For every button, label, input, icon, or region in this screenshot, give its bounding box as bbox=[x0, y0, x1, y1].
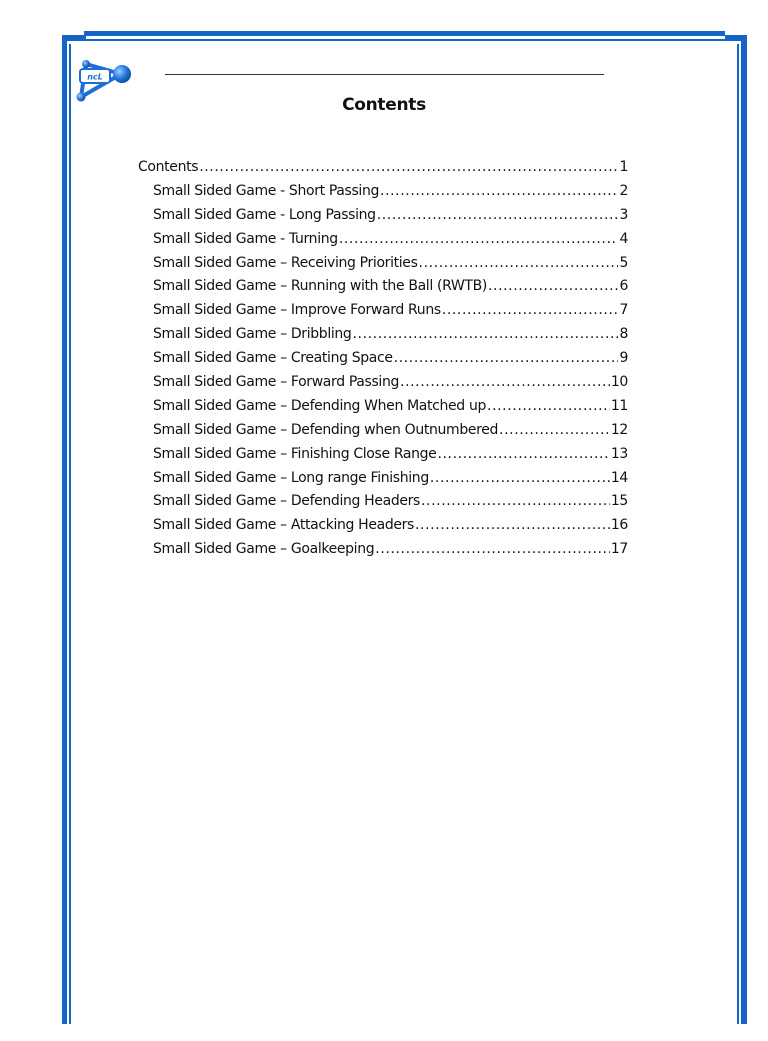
toc-entry[interactable] bbox=[138, 446, 628, 470]
toc-dot-leader bbox=[488, 278, 618, 294]
toc-entry-title: Small Sided Game - Turning bbox=[153, 230, 338, 247]
toc-entry-title: Small Sided Game – Long range Finishing bbox=[153, 469, 429, 486]
logo-text: ncL bbox=[87, 72, 103, 82]
page-title: Contents bbox=[342, 95, 426, 115]
toc-entry-page-number: 1 bbox=[619, 159, 628, 175]
toc-entry[interactable] bbox=[138, 231, 628, 255]
toc-entry-title: Small Sided Game – Receiving Priorities bbox=[153, 254, 418, 271]
toc-entry-page-number: 11 bbox=[610, 397, 628, 414]
toc-entry-title: Contents bbox=[138, 159, 199, 175]
toc-entry-page-number: 10 bbox=[610, 374, 628, 391]
toc-entry[interactable] bbox=[138, 326, 628, 350]
toc-entry[interactable] bbox=[138, 422, 628, 446]
page-border-left-inner bbox=[69, 44, 71, 1024]
toc-entry-title: Small Sided Game – Finishing Close Range bbox=[153, 445, 437, 462]
toc-entry-page-number: 5 bbox=[619, 254, 628, 271]
toc-entry[interactable] bbox=[138, 350, 628, 374]
toc-dot-leader bbox=[199, 159, 618, 175]
toc-entry-title: Small Sided Game – Goalkeeping bbox=[153, 541, 375, 558]
toc-entry-title: Small Sided Game – Attacking Headers bbox=[153, 517, 414, 534]
toc-entry[interactable] bbox=[138, 302, 628, 326]
page-border-right-inner bbox=[737, 44, 739, 1024]
toc-entry-title: Small Sided Game – Defending Headers bbox=[153, 493, 420, 510]
header-rule bbox=[165, 74, 604, 75]
toc-dot-leader bbox=[499, 422, 610, 438]
toc-dot-leader bbox=[421, 493, 610, 509]
toc-dot-leader bbox=[380, 183, 618, 199]
toc-dot-leader bbox=[377, 207, 619, 223]
toc-entry[interactable] bbox=[138, 159, 628, 183]
toc-entry-title: Small Sided Game – Improve Forward Runs bbox=[153, 302, 441, 319]
toc-entry-title: Small Sided Game – Creating Space bbox=[153, 350, 393, 367]
toc-entry-title: Small Sided Game – Defending When Matched up bbox=[153, 397, 487, 414]
table-of-contents bbox=[138, 159, 628, 565]
toc-dot-leader bbox=[352, 326, 618, 342]
toc-entry-page-number: 12 bbox=[610, 421, 628, 438]
toc-dot-leader bbox=[437, 446, 609, 462]
page-border-left bbox=[62, 40, 67, 1024]
toc-entry-page-number: 13 bbox=[610, 445, 628, 462]
page-border-top-inner bbox=[66, 39, 741, 41]
toc-entry-title: Small Sided Game - Short Passing bbox=[153, 182, 380, 199]
page-border-right bbox=[741, 48, 747, 1024]
toc-entry[interactable] bbox=[138, 255, 628, 279]
page-border-top bbox=[84, 31, 725, 36]
toc-entry-page-number: 2 bbox=[619, 182, 628, 199]
toc-entry-title: Small Sided Game - Long Passing bbox=[153, 206, 376, 223]
toc-dot-leader bbox=[415, 517, 610, 533]
toc-entry-page-number: 15 bbox=[610, 493, 628, 510]
toc-entry-page-number: 3 bbox=[619, 206, 628, 223]
toc-entry-page-number: 7 bbox=[619, 302, 628, 319]
toc-entry[interactable] bbox=[138, 493, 628, 517]
toc-dot-leader bbox=[442, 302, 619, 318]
toc-dot-leader bbox=[419, 255, 619, 271]
toc-entry-page-number: 8 bbox=[619, 326, 628, 343]
toc-entry[interactable] bbox=[138, 517, 628, 541]
toc-dot-leader bbox=[400, 374, 610, 390]
toc-entry[interactable] bbox=[138, 541, 628, 565]
toc-entry[interactable] bbox=[138, 278, 628, 302]
toc-entry-title: Small Sided Game – Running with the Ball (RWTB) bbox=[153, 278, 487, 295]
toc-entry-page-number: 6 bbox=[619, 278, 628, 295]
toc-entry-title: Small Sided Game – Defending when Outnumbered bbox=[153, 421, 499, 438]
toc-dot-leader bbox=[339, 231, 619, 247]
toc-entry-page-number: 14 bbox=[610, 469, 628, 486]
toc-entry-page-number: 17 bbox=[610, 541, 628, 558]
toc-entry[interactable] bbox=[138, 398, 628, 422]
toc-entry[interactable] bbox=[138, 207, 628, 231]
toc-dot-leader bbox=[487, 398, 610, 414]
toc-entry[interactable] bbox=[138, 470, 628, 494]
toc-entry-page-number: 4 bbox=[619, 230, 628, 247]
toc-dot-leader bbox=[375, 541, 610, 557]
toc-entry-page-number: 16 bbox=[610, 517, 628, 534]
toc-entry-title: Small Sided Game – Forward Passing bbox=[153, 374, 400, 391]
toc-dot-leader bbox=[394, 350, 619, 366]
toc-entry-title: Small Sided Game – Dribbling bbox=[153, 326, 352, 343]
toc-entry[interactable] bbox=[138, 374, 628, 398]
toc-entry-page-number: 9 bbox=[619, 350, 628, 367]
toc-entry[interactable] bbox=[138, 183, 628, 207]
toc-dot-leader bbox=[430, 470, 610, 486]
